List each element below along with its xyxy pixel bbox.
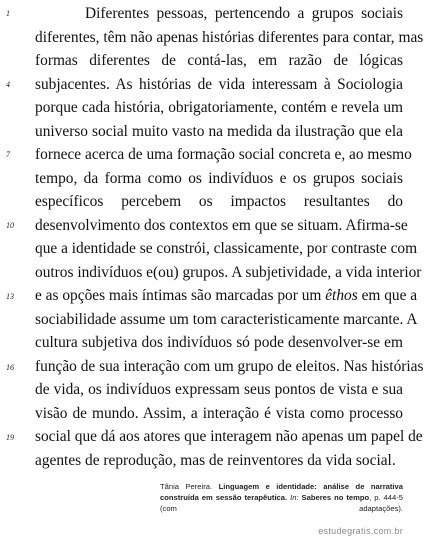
text-line-ethos bbox=[35, 286, 418, 306]
text-line: desenvolvimento dos contextos em que se situam. Afirma-se bbox=[35, 217, 408, 234]
watermark: estudegratis.com.br bbox=[318, 526, 403, 536]
source-citation bbox=[160, 481, 403, 514]
citation-in-label: In: bbox=[290, 493, 299, 502]
text-line: que a identidade se constrói, classicamente, por contraste com bbox=[35, 240, 418, 257]
line-number-4: 4 bbox=[6, 80, 10, 89]
text-line: de vida, os indivíduos expressam seus pontos de vista e sua bbox=[35, 381, 403, 398]
citation-rest: , p. 444-5 (com adaptações). bbox=[160, 493, 403, 513]
text-line: sociabilidade assume um tom caracteristicamente marcante. A bbox=[35, 311, 418, 328]
text-line: tempo, da forma como os indivíduos e os grupos sociais bbox=[35, 170, 403, 187]
text-line: cultura subjetiva dos indivíduos só pode desenvolver-se em bbox=[35, 334, 403, 351]
text-line: função de sua interação com um grupo de eleitos. Nas histórias bbox=[35, 358, 424, 375]
text-line: diferentes, têm não apenas histórias diferentes para contar, mas bbox=[35, 29, 424, 46]
text-line: social que dá aos atores que interagem não apenas um papel de bbox=[35, 428, 423, 445]
ethos-word: êthos bbox=[325, 287, 358, 304]
line-number-1: 1 bbox=[6, 9, 10, 18]
text-line: fornece acerca de uma formação social concreta e, ao mesmo bbox=[35, 146, 412, 163]
text-segment: e as opções mais íntimas são marcadas por um bbox=[35, 287, 322, 304]
citation-title: Linguagem e identidade: análise de narrativa construída em sessão terapêutica. bbox=[160, 482, 403, 502]
citation-book: Saberes no tempo bbox=[301, 493, 370, 502]
line-number-7: 7 bbox=[6, 150, 10, 159]
citation-author: Tânia Pereira. bbox=[160, 482, 213, 491]
text-line: formas diferentes de contá-las, em razão de lógicas bbox=[35, 52, 403, 69]
line-number-16: 16 bbox=[6, 363, 14, 372]
line-number-19: 19 bbox=[6, 433, 14, 442]
text-line: subjacentes. As histórias de vida interessam à Sociologia bbox=[35, 76, 403, 93]
line-number-13: 13 bbox=[6, 292, 14, 301]
text-line: universo social muito vasto na medida da ilustração que ela bbox=[35, 123, 403, 140]
text-line: Diferentes pessoas, pertencendo a grupos sociais bbox=[85, 5, 403, 22]
text-line: agentes de reprodução, mas de reinventores da vida social. bbox=[35, 452, 396, 469]
line-number-10: 10 bbox=[6, 221, 14, 230]
text-line: outros indivíduos e(ou) grupos. A subjetividade, a vida interior bbox=[35, 264, 422, 281]
text-line: visão de mundo. Assim, a interação é vista como processo bbox=[35, 405, 403, 422]
text-line: específicos percebem os impactos resultantes do bbox=[35, 193, 403, 210]
text-segment: em que a bbox=[357, 287, 418, 304]
text-line: porque cada história, obrigatoriamente, contém e revela um bbox=[35, 99, 403, 116]
